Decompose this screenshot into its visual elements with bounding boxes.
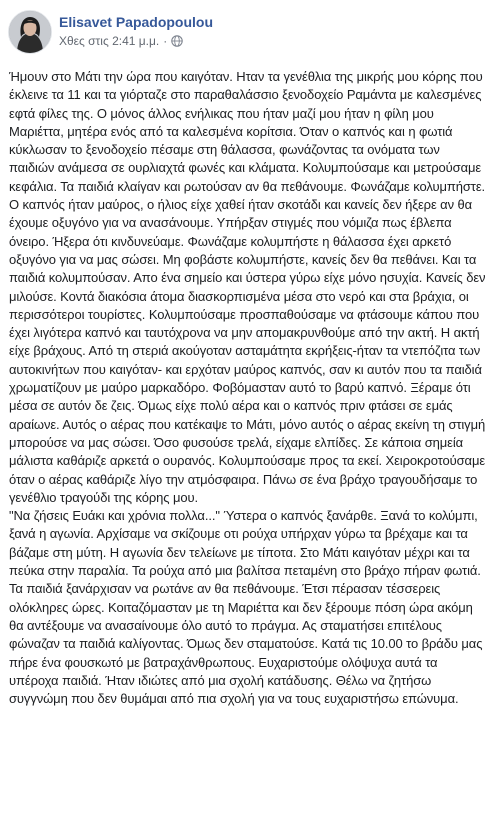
post-meta — [59, 34, 183, 48]
author-name[interactable]: Elisavet Papadopoulou — [59, 14, 214, 30]
post-timestamp[interactable]: Χθες στις 2:41 μ.μ. — [59, 34, 160, 48]
meta-separator: · — [163, 34, 168, 48]
avatar-photo-icon — [9, 11, 51, 53]
globe-icon[interactable] — [171, 35, 183, 47]
author-avatar[interactable] — [8, 10, 52, 54]
post-body — [9, 68, 487, 708]
post-paragraph: "Να ζήσεις Ευάκι και χρόνια πολλα..." Ύστερα ο καπνός ξανάρθε. Ξανά το κολύμπι, ξανά η αγωνία. Αρχίσαμε να σκίζουμε οτι ρούχα υπήρχαν γύρω τα βρέχαμε και τα βάζαμε στη μύτη. Η αγωνία δεν τελείωνε με τίποτα. Στο Μάτι καιγόταν μέχρι και τα πεύκα στην παραλία. Τα ρούχα από μια βαλίτσα πεταμένη στο βράχο πήραν φωτιά. Τα παιδιά ξανάρχισαν να ρωτάνε αν θα πεθάνουμε. Έτσι πέρασαν τέσσερεις ολόκληρες ώρες. Κοιταζόμασταν με τη Μαριέττα και δεν ξέρουμε πόση ώρα ακόμη θα αντέξουμε να ανασαίνουμε όλο αυτό το πράγμα. Ας σταματήσει επιτέλους φώναζαν τα παιδιά καλίγοντας. Όμως δεν σταματούσε. Κατά τις 10.00 το βράδυ μας πήρε ένα φουσκωτό με βατραχάνθρωπους. Ευχαριστούμε ολόψυχα αυτά τα υπέροχα παιδιά. Ήταν ιδιώτες από μια σχολή κατάδυσης. Θέλω να ζητήσω συγγνώμη που δεν θυμάμαι από πια σχολή για να τους ευχαριστήσω επώνυμα. — [9, 508, 483, 707]
post-paragraph: Ήμουν στο Μάτι την ώρα που καιγόταν. Ηταν τα γενέθλια της μικρής μου κόρης που έκλεινε τα 11 και τα γιόρταζε στο παραθαλάσσιο ξενοδοχείο Ραμάντα με καλεσμένες εφτά φίλες της. Ο μόνος άλλος ενήλικας που ήταν μαζί μου ήταν η φίλη μου Μαριέττα, μητέρα ενός από τα καλεσμένα κορίτσια. Όταν ο καπνός και η φωτιά κύκλωσαν το ξενοδοχείο πέσαμε στη θάλασσα, φωνάζοντας τα ονόματα των παιδιών ανάμεσα σε ουρλιαχτά φωνές και κλάματα. Κολυμπούσαμε και μετρούσαμε κεφάλια. Τα παιδιά κλαίγαν και ρωτούσαν αν θα πεθάνουμε. Φωνάζαμε κολυμπήστε. Ο καπνός ήταν μαύρος, ο ήλιος είχε χαθεί ήταν σκοτάδι και κανείς δεν ήξερε αν θα έχουμε οξυγόνο για να ανασάνουμε. Υπήρξαν στιγμές που νόμιζα πως έβλεπα όνειρο. Ήξερα ότι κινδυνεύαμε. Φωνάζαμε κολυμπήστε η θάλασσα έχει αρκετό οξυγόνο για να μας σώσει. Μη φοβάστε κολυμπήστε, κανείς δεν θα πεθάνει. Και τα παιδιά κολυμπούσαν. Απο ένα σημείο και ύστερα γύρω είχε μόνο ησυχία. Κανείς δεν μιλούσε. Κοντά διακόσια άτομα διασκορπισμένα μέσα στο νερό και στα βράχια, οι περισσότεροι τουρίστες. Κολυμπούσαμε προσπαθούσαμε να φτάσουμε κάπου που έχει λιγότερα καπνό και ταυτόχρονα να μην απομακρυνθούμε από την ακτή. Η ακτή είχε βράχους. Από τη στεριά ακούγοταν ασταμάτητα εκρήξεις-ήταν τα ντεπόζιτα των αυτοκινήτων που καιγόταν- και ερχόταν μαύρος καπνός, σαν κι αυτόν που τα παιδιά χρωματίζουν με μαύρο μαρκαδόρο. Φοβόμασταν αυτό το βαρύ καπνό. Ξέραμε ότι μέσα σε αυτόν δε ζεις. Όμως είχε πολύ αέρα και ο καπνός πριν φτάσει σε εμάς αραίωνε. Αυτός ο αέρας που κατέκαψε το Μάτι, μόνο αυτός ο αέρας εκείνη τη στιγμή μπορούσε να μας σώσει. Όσο φυσούσε τρελά, είχαμε ελπίδες. Σε κάποια σημεία μάλιστα καθάριζε αρκετά ο ουρανός. Κολυμπούσαμε προς τα εκεί. Χειροκροτούσαμε όταν ο αέρας καθάριζε λίγο την ατμόσφαιρα. Πάνω σε ένα βράχο τραγουδήσαμε το γενέθλιο τραγούδι της κόρης μου. — [9, 69, 486, 505]
